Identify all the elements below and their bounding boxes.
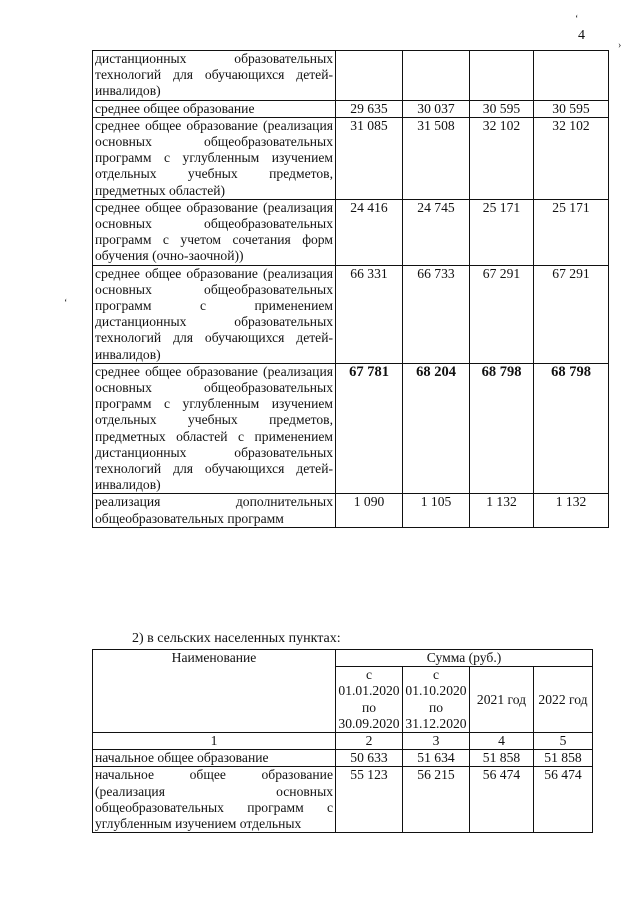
row-value: 29 635 — [336, 100, 403, 117]
row-value: 32 102 — [470, 117, 534, 199]
cost-table-urban — [92, 50, 609, 528]
row-value: 66 733 — [403, 265, 470, 363]
scan-mark: › — [618, 40, 622, 51]
header-period-1: с 01.01.2020 по 30.09.2020 — [336, 667, 403, 733]
header-year-2021: 2021 год — [470, 667, 534, 733]
row-value: 68 798 — [534, 363, 609, 494]
cost-table-rural — [92, 649, 593, 833]
row-value: 25 171 — [470, 199, 534, 265]
row-name: дистанционных образовательных технологий для обучающихся детей-инвалидов) — [93, 51, 336, 101]
table-row — [93, 51, 609, 101]
table-row — [93, 494, 609, 527]
row-name: среднее общее образование (реализация основных общеобразовательных программ с углубленным изучением отдельных учебных предметов, предметных областей с применением дистанционных образовательных технологий для обучающихся детей-инвалидов) — [93, 363, 336, 494]
column-index: 1 — [93, 733, 336, 750]
table-row — [93, 265, 609, 363]
column-index: 3 — [403, 733, 470, 750]
table-row — [93, 767, 593, 833]
row-value: 56 474 — [534, 767, 593, 833]
row-value: 51 858 — [470, 750, 534, 767]
row-value: 30 595 — [470, 100, 534, 117]
header-year-2022: 2022 год — [534, 667, 593, 733]
row-value: 25 171 — [534, 199, 609, 265]
header-name: Наименование — [93, 650, 336, 733]
table-row — [93, 750, 593, 767]
row-value: 68 798 — [470, 363, 534, 494]
row-value: 68 204 — [403, 363, 470, 494]
row-value — [403, 51, 470, 101]
section-caption: 2) в сельских населенных пунктах: — [132, 631, 341, 646]
row-value: 67 291 — [470, 265, 534, 363]
row-name: среднее общее образование (реализация основных общеобразовательных программ с учетом сочетания форм обучения (очно-заочной)) — [93, 199, 336, 265]
row-name: реализация дополнительных общеобразовательных программ — [93, 494, 336, 527]
row-value: 1 132 — [534, 494, 609, 527]
row-value: 51 858 — [534, 750, 593, 767]
column-index: 5 — [534, 733, 593, 750]
table-row — [93, 117, 609, 199]
row-value: 30 037 — [403, 100, 470, 117]
row-name: начальное общее образование (реализация основных общеобразовательных программ с углубленным изучением отдельных — [93, 767, 336, 833]
row-value: 31 085 — [336, 117, 403, 199]
row-value — [470, 51, 534, 101]
page-number: 4 — [578, 28, 585, 43]
column-index: 2 — [336, 733, 403, 750]
row-value: 56 215 — [403, 767, 470, 833]
row-value: 24 416 — [336, 199, 403, 265]
row-value: 30 595 — [534, 100, 609, 117]
table-row — [93, 363, 609, 494]
scan-mark: ‘ — [575, 14, 579, 25]
row-value: 67 291 — [534, 265, 609, 363]
row-value — [534, 51, 609, 101]
table-row — [93, 100, 609, 117]
header-sum: Сумма (руб.) — [336, 650, 593, 667]
row-value: 24 745 — [403, 199, 470, 265]
row-name: среднее общее образование (реализация основных общеобразовательных программ с углубленным изучением отдельных учебных предметов, предметных областей) — [93, 117, 336, 199]
scan-mark: ‘ — [64, 298, 68, 309]
row-value: 1 105 — [403, 494, 470, 527]
row-value: 67 781 — [336, 363, 403, 494]
row-value: 1 132 — [470, 494, 534, 527]
row-value: 31 508 — [403, 117, 470, 199]
row-value: 1 090 — [336, 494, 403, 527]
row-value: 32 102 — [534, 117, 609, 199]
row-name: начальное общее образование — [93, 750, 336, 767]
row-name: среднее общее образование — [93, 100, 336, 117]
row-value: 66 331 — [336, 265, 403, 363]
row-value: 51 634 — [403, 750, 470, 767]
row-value: 56 474 — [470, 767, 534, 833]
column-index: 4 — [470, 733, 534, 750]
row-value: 55 123 — [336, 767, 403, 833]
table-row — [93, 199, 609, 265]
row-value: 50 633 — [336, 750, 403, 767]
row-value — [336, 51, 403, 101]
header-period-2: с 01.10.2020 по 31.12.2020 — [403, 667, 470, 733]
row-name: среднее общее образование (реализация основных общеобразовательных программ с применением дистанционных образовательных технологий для обучающихся детей-инвалидов) — [93, 265, 336, 363]
